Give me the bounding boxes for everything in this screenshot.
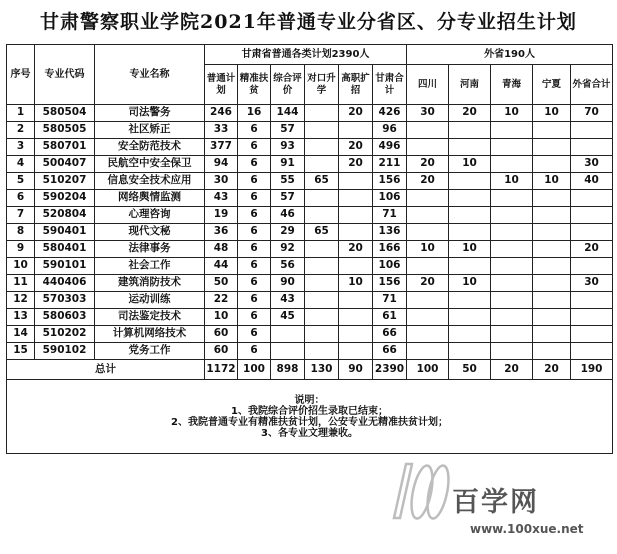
cell-expansion	[339, 122, 373, 139]
cell-upgrade	[305, 258, 339, 275]
cell-outside-total	[571, 326, 613, 343]
table-row	[7, 275, 613, 292]
cell-seq: 5	[7, 173, 35, 190]
cell-expansion	[339, 173, 373, 190]
cell-code: 590204	[35, 190, 95, 207]
cell-upgrade	[305, 292, 339, 309]
cell-ningxia	[533, 122, 571, 139]
cell-ningxia	[533, 258, 571, 275]
group-header-outside: 外省190人	[407, 45, 613, 65]
total-henan: 50	[449, 360, 491, 380]
cell-qinghai	[491, 258, 533, 275]
cell-henan	[449, 173, 491, 190]
cell-general: 60	[205, 343, 238, 360]
cell-sichuan: 20	[407, 173, 449, 190]
header-gansu-total: 甘肃合计	[373, 65, 407, 105]
header-general: 普通计划	[205, 65, 238, 105]
watermark-brand: 百学网	[452, 487, 539, 518]
cell-seq: 12	[7, 292, 35, 309]
table-row	[7, 326, 613, 343]
cell-sichuan	[407, 343, 449, 360]
cell-code: 510202	[35, 326, 95, 343]
cell-qinghai	[491, 139, 533, 156]
cell-gansu-total: 211	[373, 156, 407, 173]
cell-gansu-total: 156	[373, 275, 407, 292]
total-ningxia: 20	[533, 360, 571, 380]
cell-sichuan	[407, 258, 449, 275]
cell-seq: 2	[7, 122, 35, 139]
table-row	[7, 173, 613, 190]
cell-targeted: 6	[238, 122, 271, 139]
cell-henan	[449, 139, 491, 156]
cell-sichuan: 10	[407, 241, 449, 258]
cell-upgrade	[305, 207, 339, 224]
cell-seq: 15	[7, 343, 35, 360]
cell-qinghai: 10	[491, 105, 533, 122]
cell-targeted: 6	[238, 292, 271, 309]
cell-seq: 9	[7, 241, 35, 258]
cell-upgrade	[305, 190, 339, 207]
total-outside-total: 190	[571, 360, 613, 380]
table-row	[7, 156, 613, 173]
cell-upgrade	[305, 122, 339, 139]
cell-name: 信息安全技术应用	[95, 173, 205, 190]
cell-code: 580701	[35, 139, 95, 156]
cell-sichuan	[407, 139, 449, 156]
total-row	[7, 360, 613, 380]
cell-name: 党务工作	[95, 343, 205, 360]
cell-general: 94	[205, 156, 238, 173]
cell-comprehensive: 57	[271, 122, 305, 139]
cell-general: 10	[205, 309, 238, 326]
cell-general: 377	[205, 139, 238, 156]
cell-comprehensive: 57	[271, 190, 305, 207]
cell-comprehensive: 56	[271, 258, 305, 275]
cell-henan	[449, 224, 491, 241]
total-label: 总计	[7, 360, 205, 380]
cell-general: 48	[205, 241, 238, 258]
cell-targeted: 6	[238, 190, 271, 207]
cell-expansion: 20	[339, 241, 373, 258]
cell-gansu-total: 156	[373, 173, 407, 190]
cell-comprehensive: 29	[271, 224, 305, 241]
cell-outside-total	[571, 343, 613, 360]
table-row	[7, 122, 613, 139]
cell-targeted: 6	[238, 224, 271, 241]
cell-code: 590101	[35, 258, 95, 275]
notes-row	[7, 380, 613, 454]
cell-ningxia	[533, 190, 571, 207]
table-row	[7, 207, 613, 224]
cell-qinghai	[491, 309, 533, 326]
header-ningxia: 宁夏	[533, 65, 571, 105]
cell-upgrade	[305, 309, 339, 326]
cell-expansion: 10	[339, 275, 373, 292]
cell-code: 580401	[35, 241, 95, 258]
cell-outside-total: 30	[571, 156, 613, 173]
cell-general: 36	[205, 224, 238, 241]
cell-comprehensive: 45	[271, 309, 305, 326]
cell-targeted: 6	[238, 275, 271, 292]
cell-ningxia	[533, 207, 571, 224]
cell-seq: 8	[7, 224, 35, 241]
table-row	[7, 258, 613, 275]
cell-name: 社区矫正	[95, 122, 205, 139]
cell-outside-total	[571, 207, 613, 224]
cell-general: 246	[205, 105, 238, 122]
cell-targeted: 16	[238, 105, 271, 122]
cell-name: 司法警务	[95, 105, 205, 122]
cell-gansu-total: 71	[373, 207, 407, 224]
cell-qinghai: 10	[491, 173, 533, 190]
table-row	[7, 309, 613, 326]
header-outside-total: 外省合计	[571, 65, 613, 105]
cell-seq: 11	[7, 275, 35, 292]
table-row	[7, 139, 613, 156]
cell-code: 500407	[35, 156, 95, 173]
cell-targeted: 6	[238, 207, 271, 224]
header-name: 专业名称	[95, 45, 205, 105]
cell-ningxia: 10	[533, 105, 571, 122]
header-code: 专业代码	[35, 45, 95, 105]
total-comprehensive: 898	[271, 360, 305, 380]
cell-targeted: 6	[238, 156, 271, 173]
cell-sichuan	[407, 292, 449, 309]
total-qinghai: 20	[491, 360, 533, 380]
cell-code: 590401	[35, 224, 95, 241]
cell-henan	[449, 292, 491, 309]
cell-ningxia	[533, 309, 571, 326]
cell-comprehensive	[271, 343, 305, 360]
total-gansu-total: 2390	[373, 360, 407, 380]
cell-ningxia: 10	[533, 173, 571, 190]
cell-upgrade	[305, 326, 339, 343]
cell-general: 50	[205, 275, 238, 292]
cell-comprehensive: 144	[271, 105, 305, 122]
cell-ningxia	[533, 224, 571, 241]
cell-qinghai	[491, 190, 533, 207]
cell-gansu-total: 426	[373, 105, 407, 122]
cell-henan	[449, 343, 491, 360]
header-seq: 序号	[7, 45, 35, 105]
header-henan: 河南	[449, 65, 491, 105]
cell-qinghai	[491, 207, 533, 224]
cell-expansion: 20	[339, 139, 373, 156]
total-targeted: 100	[238, 360, 271, 380]
cell-sichuan	[407, 207, 449, 224]
cell-expansion	[339, 190, 373, 207]
watermark-url: www.100xue.net	[470, 522, 584, 536]
cell-qinghai	[491, 122, 533, 139]
cell-ningxia	[533, 343, 571, 360]
cell-ningxia	[533, 326, 571, 343]
cell-code: 520804	[35, 207, 95, 224]
cell-gansu-total: 61	[373, 309, 407, 326]
cell-outside-total	[571, 292, 613, 309]
enrollment-plan-table	[6, 44, 613, 454]
cell-henan: 10	[449, 241, 491, 258]
cell-sichuan	[407, 190, 449, 207]
cell-targeted: 6	[238, 173, 271, 190]
total-general: 1172	[205, 360, 238, 380]
cell-targeted: 6	[238, 326, 271, 343]
cell-gansu-total: 96	[373, 122, 407, 139]
cell-general: 43	[205, 190, 238, 207]
cell-seq: 1	[7, 105, 35, 122]
header-sichuan: 四川	[407, 65, 449, 105]
cell-name: 建筑消防技术	[95, 275, 205, 292]
cell-sichuan: 30	[407, 105, 449, 122]
cell-outside-total	[571, 309, 613, 326]
cell-sichuan: 20	[407, 275, 449, 292]
table-row	[7, 224, 613, 241]
cell-name: 司法鉴定技术	[95, 309, 205, 326]
cell-code: 580603	[35, 309, 95, 326]
cell-name: 民航空中安全保卫	[95, 156, 205, 173]
cell-gansu-total: 496	[373, 139, 407, 156]
cell-targeted: 6	[238, 343, 271, 360]
note-line-1: 1、我院综合评价招生录取已结束；	[231, 405, 388, 417]
cell-outside-total: 70	[571, 105, 613, 122]
cell-qinghai	[491, 156, 533, 173]
cell-expansion	[339, 224, 373, 241]
cell-seq: 6	[7, 190, 35, 207]
cell-upgrade	[305, 105, 339, 122]
cell-targeted: 6	[238, 241, 271, 258]
table-row	[7, 190, 613, 207]
cell-henan	[449, 326, 491, 343]
cell-comprehensive: 92	[271, 241, 305, 258]
cell-henan: 10	[449, 275, 491, 292]
watermark-logo-icon	[388, 456, 450, 526]
cell-expansion	[339, 343, 373, 360]
cell-henan	[449, 190, 491, 207]
cell-gansu-total: 106	[373, 258, 407, 275]
cell-gansu-total: 166	[373, 241, 407, 258]
cell-seq: 7	[7, 207, 35, 224]
cell-seq: 3	[7, 139, 35, 156]
cell-outside-total	[571, 122, 613, 139]
cell-targeted: 6	[238, 139, 271, 156]
cell-general: 33	[205, 122, 238, 139]
cell-general: 30	[205, 173, 238, 190]
cell-name: 现代文秘	[95, 224, 205, 241]
page-title: 甘肃警察职业学院2021年普通专业分省区、分专业招生计划	[40, 11, 577, 33]
cell-comprehensive: 43	[271, 292, 305, 309]
table-row	[7, 292, 613, 309]
table-row	[7, 343, 613, 360]
cell-qinghai	[491, 241, 533, 258]
cell-sichuan	[407, 224, 449, 241]
cell-code: 580505	[35, 122, 95, 139]
cell-sichuan	[407, 309, 449, 326]
cell-name: 网络舆情监测	[95, 190, 205, 207]
cell-code: 570303	[35, 292, 95, 309]
cell-henan	[449, 207, 491, 224]
header-expansion: 高职扩招	[339, 65, 373, 105]
cell-comprehensive: 91	[271, 156, 305, 173]
cell-upgrade	[305, 343, 339, 360]
cell-expansion	[339, 207, 373, 224]
cell-code: 590102	[35, 343, 95, 360]
cell-outside-total	[571, 190, 613, 207]
cell-expansion	[339, 292, 373, 309]
cell-name: 运动训练	[95, 292, 205, 309]
cell-code: 580504	[35, 105, 95, 122]
cell-upgrade	[305, 156, 339, 173]
cell-code: 510207	[35, 173, 95, 190]
cell-ningxia	[533, 139, 571, 156]
cell-comprehensive	[271, 326, 305, 343]
cell-comprehensive: 55	[271, 173, 305, 190]
cell-expansion: 20	[339, 156, 373, 173]
cell-outside-total: 30	[571, 275, 613, 292]
total-upgrade: 130	[305, 360, 339, 380]
cell-seq: 14	[7, 326, 35, 343]
cell-sichuan	[407, 122, 449, 139]
cell-name: 社会工作	[95, 258, 205, 275]
cell-gansu-total: 71	[373, 292, 407, 309]
cell-comprehensive: 90	[271, 275, 305, 292]
cell-ningxia	[533, 156, 571, 173]
cell-sichuan	[407, 326, 449, 343]
notes-cell	[7, 380, 613, 454]
cell-name: 计算机网络技术	[95, 326, 205, 343]
header-targeted: 精准扶贫	[238, 65, 271, 105]
cell-henan: 20	[449, 105, 491, 122]
total-sichuan: 100	[407, 360, 449, 380]
cell-qinghai	[491, 292, 533, 309]
cell-ningxia	[533, 292, 571, 309]
cell-gansu-total: 66	[373, 326, 407, 343]
note-line-2: 2、我院普通专业有精准扶贫计划，公安专业无精准扶贫计划；	[171, 416, 448, 428]
cell-code: 440406	[35, 275, 95, 292]
cell-qinghai	[491, 224, 533, 241]
cell-henan: 10	[449, 156, 491, 173]
cell-expansion	[339, 326, 373, 343]
cell-outside-total: 40	[571, 173, 613, 190]
cell-qinghai	[491, 326, 533, 343]
cell-upgrade	[305, 139, 339, 156]
cell-name: 法律事务	[95, 241, 205, 258]
cell-outside-total: 20	[571, 241, 613, 258]
cell-outside-total	[571, 139, 613, 156]
cell-upgrade: 65	[305, 173, 339, 190]
cell-gansu-total: 66	[373, 343, 407, 360]
table-row	[7, 105, 613, 122]
note-line-3: 3、各专业文理兼收。	[261, 427, 358, 439]
cell-qinghai	[491, 343, 533, 360]
cell-upgrade	[305, 275, 339, 292]
table-row	[7, 241, 613, 258]
header-comprehensive: 综合评价	[271, 65, 305, 105]
total-expansion: 90	[339, 360, 373, 380]
header-upgrade: 对口升学	[305, 65, 339, 105]
cell-name: 心理咨询	[95, 207, 205, 224]
cell-henan	[449, 122, 491, 139]
cell-upgrade: 65	[305, 224, 339, 241]
cell-name: 安全防范技术	[95, 139, 205, 156]
cell-henan	[449, 258, 491, 275]
cell-seq: 10	[7, 258, 35, 275]
cell-qinghai	[491, 275, 533, 292]
cell-gansu-total: 106	[373, 190, 407, 207]
cell-outside-total	[571, 224, 613, 241]
cell-seq: 4	[7, 156, 35, 173]
cell-ningxia	[533, 241, 571, 258]
cell-expansion: 20	[339, 105, 373, 122]
cell-general: 60	[205, 326, 238, 343]
cell-ningxia	[533, 275, 571, 292]
cell-general: 44	[205, 258, 238, 275]
cell-targeted: 6	[238, 258, 271, 275]
cell-expansion	[339, 258, 373, 275]
cell-seq: 13	[7, 309, 35, 326]
cell-upgrade	[305, 241, 339, 258]
group-header-gansu: 甘肃省普通各类计划2390人	[205, 45, 407, 65]
header-qinghai: 青海	[491, 65, 533, 105]
cell-expansion	[339, 309, 373, 326]
cell-general: 19	[205, 207, 238, 224]
cell-general: 22	[205, 292, 238, 309]
notes-heading: 说明：	[294, 394, 325, 406]
cell-outside-total	[571, 258, 613, 275]
cell-gansu-total: 136	[373, 224, 407, 241]
cell-targeted: 6	[238, 309, 271, 326]
cell-henan	[449, 309, 491, 326]
cell-comprehensive: 93	[271, 139, 305, 156]
cell-comprehensive: 46	[271, 207, 305, 224]
cell-sichuan: 20	[407, 156, 449, 173]
